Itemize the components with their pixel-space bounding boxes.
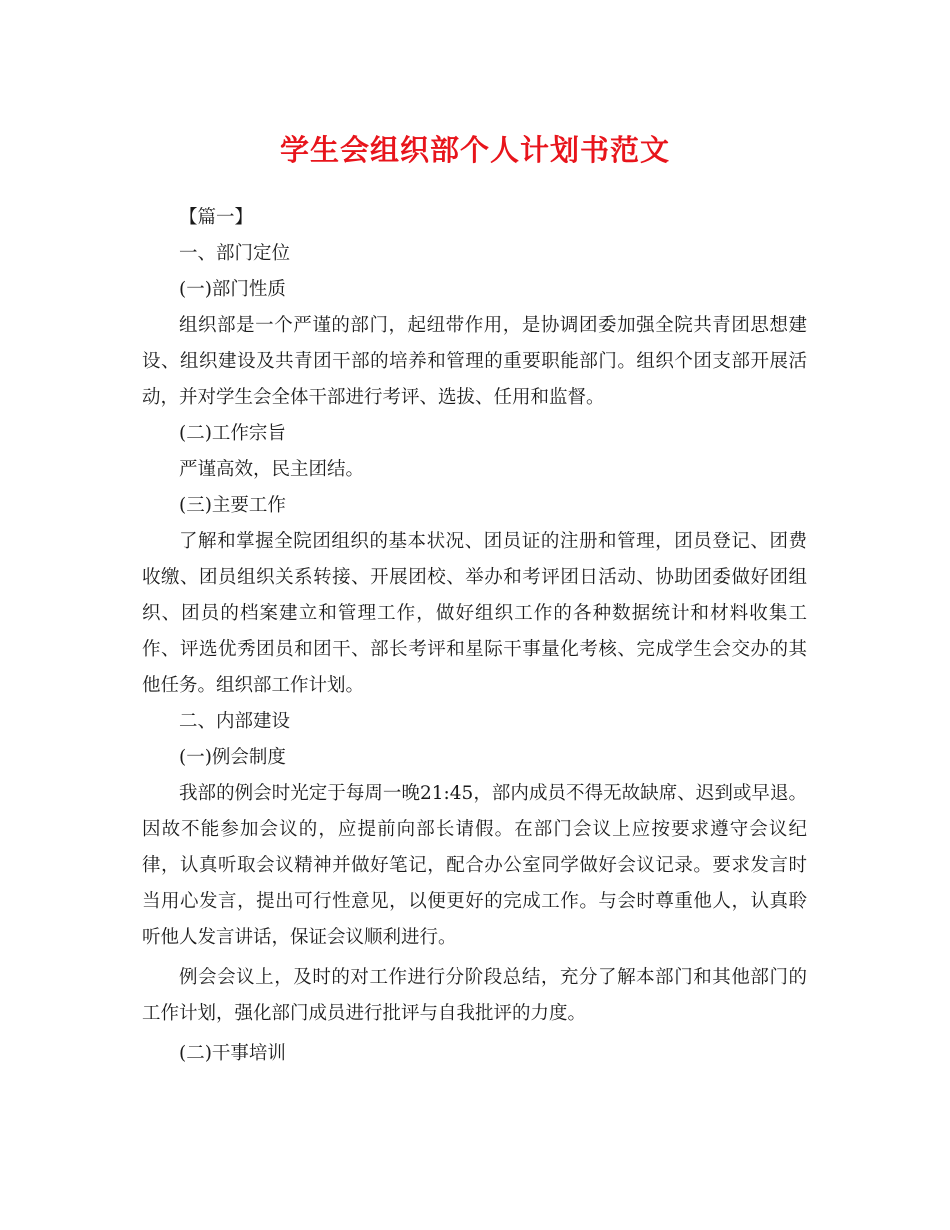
document-body: [142, 200, 807, 1072]
section-label-part-one: 【篇一】: [179, 207, 254, 228]
subheading-department-nature: (一)部门性质: [179, 279, 286, 300]
paragraph-main-work: 了解和掌握全院团组织的基本状况、团员证的注册和管理，团员登记、团费收缴、团员组织关系转接、开展团校、举办和考评团日活动、协助团委做好团组织、团员的档案建立和管理工作，做好组织工作的各种数据统计和材料收集工作、评选优秀团员和团干、部长考评和星际干事量化考核、完成学生会交办的其他任务。组织部工作计划。: [142, 531, 807, 696]
paragraph-work-purpose: 严谨高效，民主团结。: [179, 459, 365, 480]
subheading-main-work: (三)主要工作: [179, 495, 286, 516]
subheading-staff-training: (二)干事培训: [179, 1043, 286, 1064]
heading-internal-construction: 二、内部建设: [179, 711, 291, 732]
subheading-meeting-system: (一)例会制度: [179, 747, 286, 768]
document-title: 学生会组织部个人计划书范文: [279, 133, 670, 167]
paragraph-meeting-system: 我部的例会时光定于每周一晚21:45，部内成员不得无故缺席、迟到或早退。因故不能参加会议的，应提前向部长请假。在部门会议上应按要求遵守会议纪律，认真听取会议精神并做好笔记，配合办公室同学做好会议记录。要求发言时当用心发言，提出可行性意见，以便更好的完成工作。与会时尊重他人，认真聆听他人发言讲话，保证会议顺利进行。: [142, 783, 807, 948]
heading-department-positioning: 一、部门定位: [179, 243, 291, 264]
paragraph-meeting-summary: 例会会议上，及时的对工作进行分阶段总结，充分了解本部门和其他部门的工作计划，强化部门成员进行批评与自我批评的力度。: [142, 967, 807, 1024]
subheading-work-purpose: (二)工作宗旨: [179, 423, 286, 444]
paragraph-department-nature: 组织部是一个严谨的部门，起纽带作用，是协调团委加强全院共青团思想建设、组织建设及共青团干部的培养和管理的重要职能部门。组织个团支部开展活动，并对学生会全体干部进行考评、选拔、任用和监督。: [142, 315, 807, 408]
